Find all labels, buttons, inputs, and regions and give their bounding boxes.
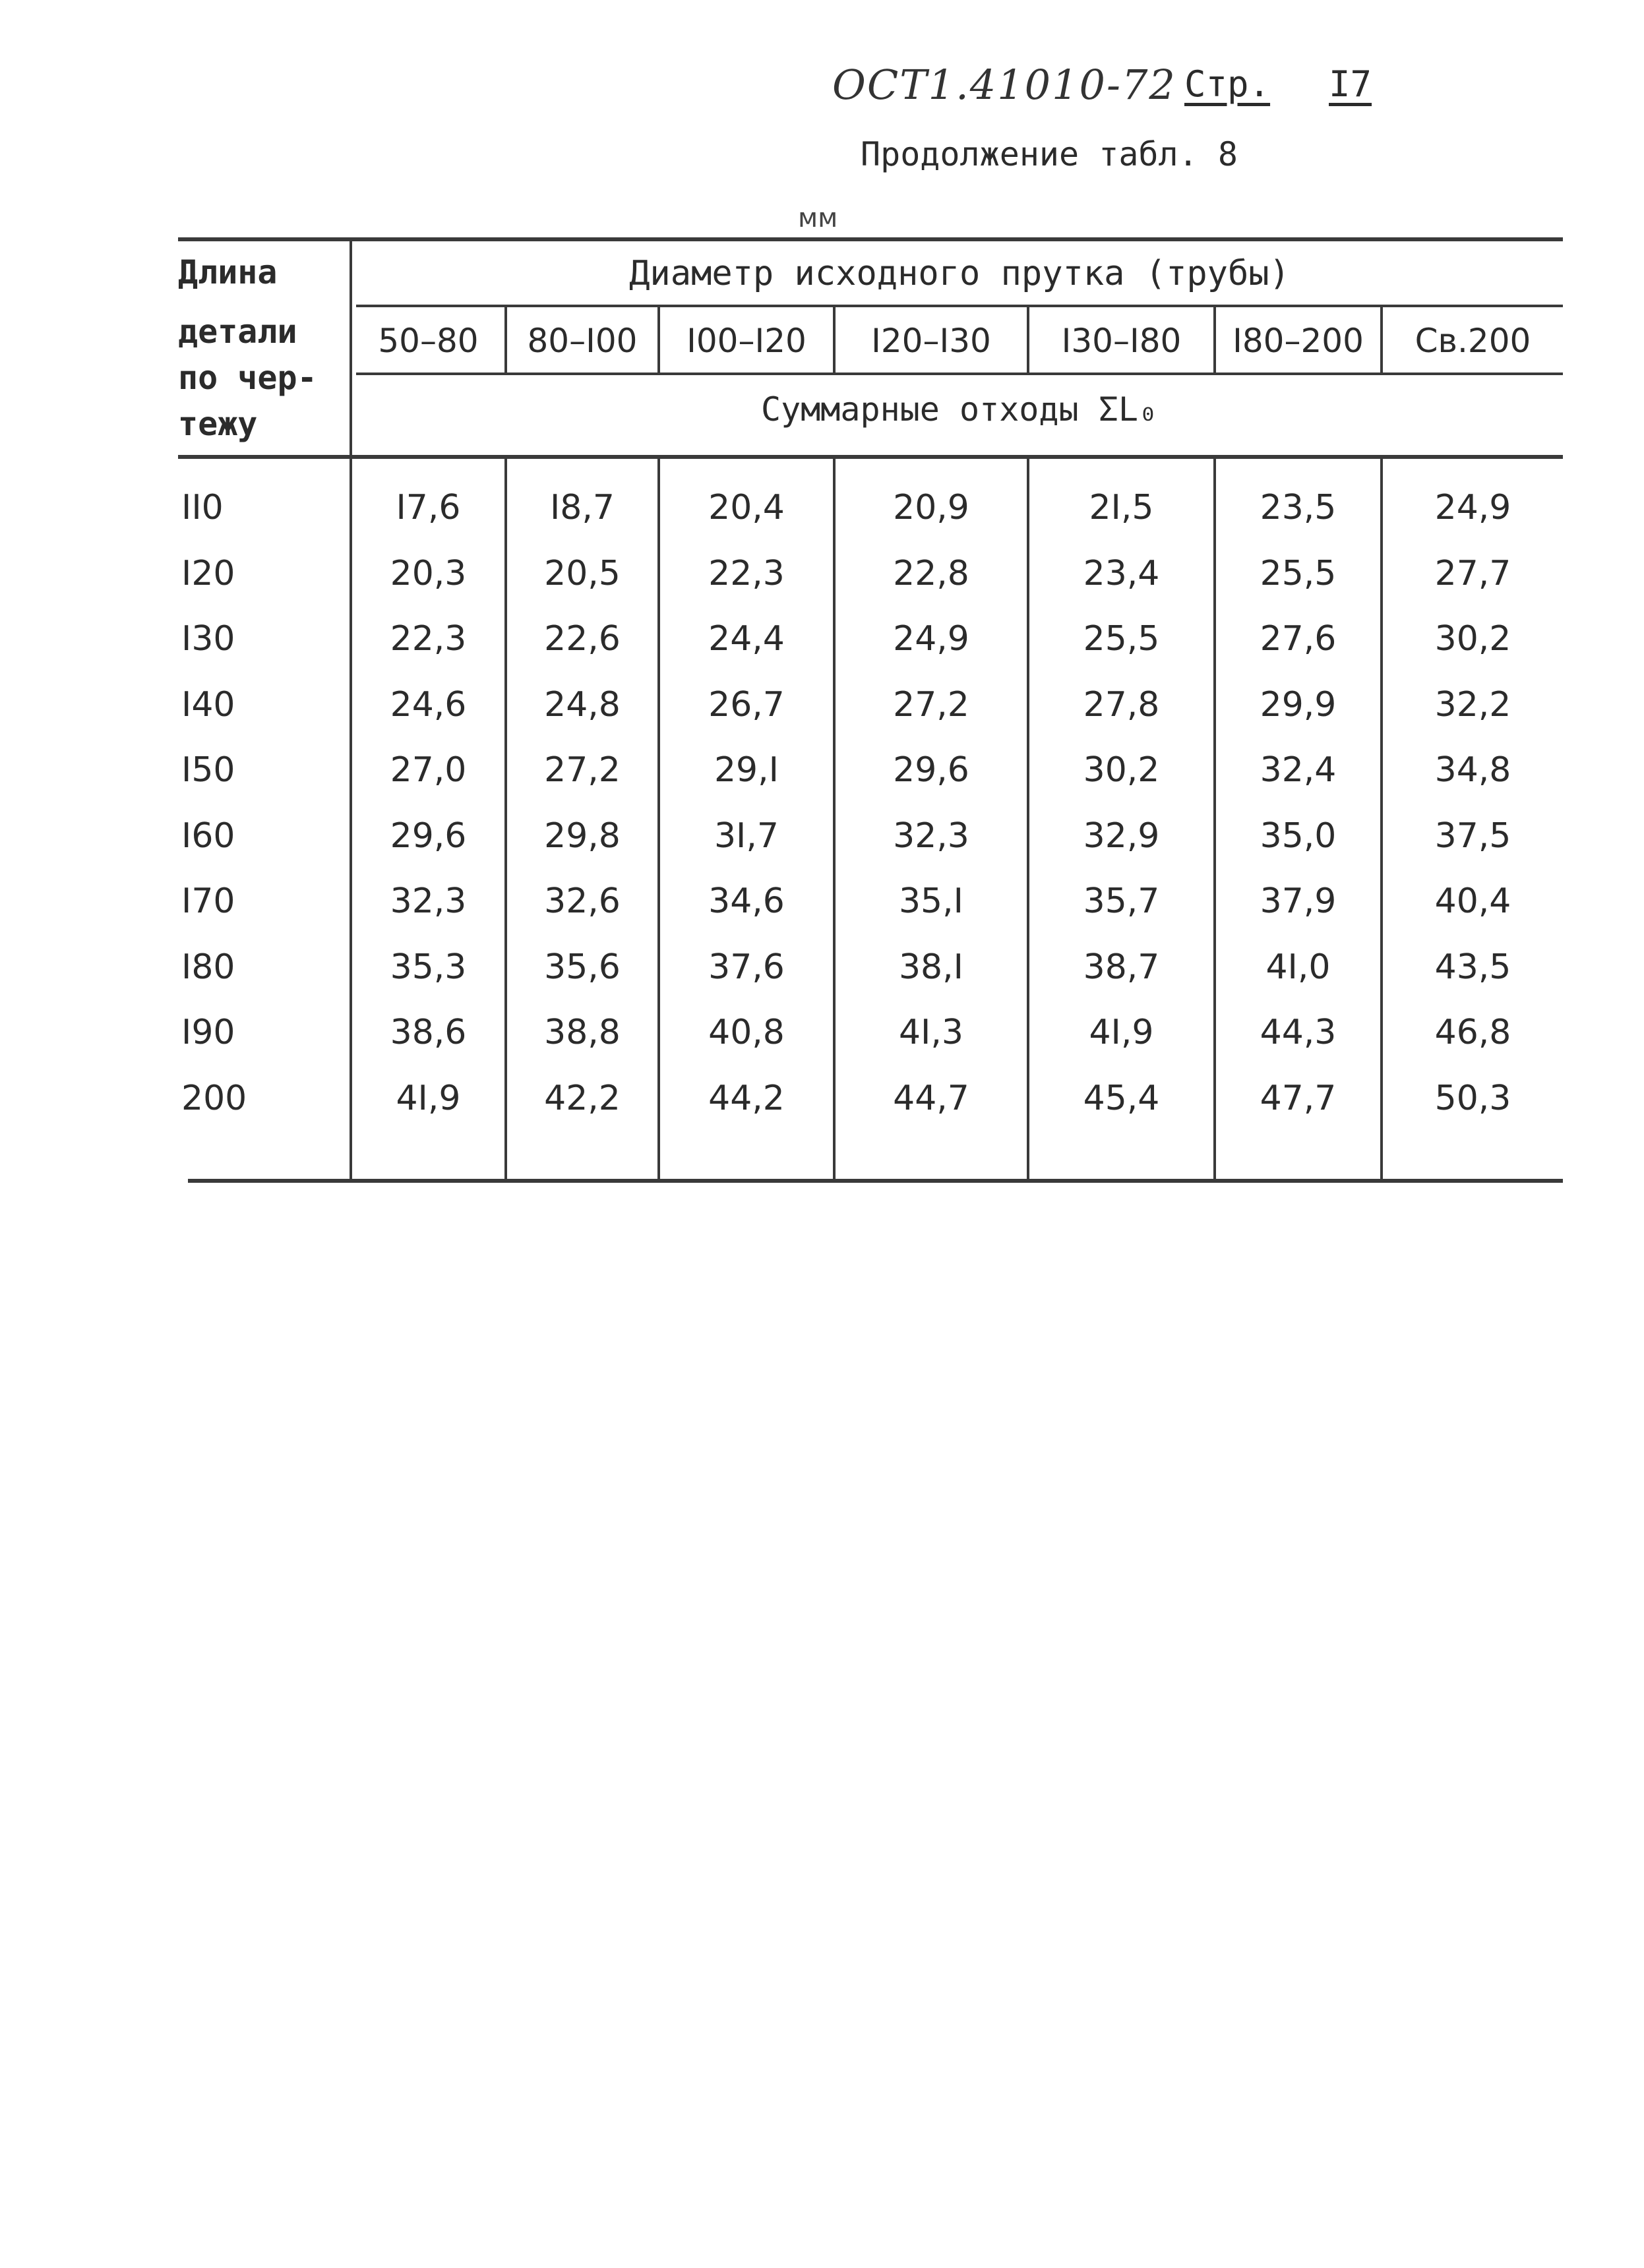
column-header: I30–I80 [1061,322,1182,360]
column-header: I80–200 [1233,322,1364,360]
table-cell: 32,6 [544,881,621,921]
table-cell: 46,8 [1434,1013,1511,1052]
table-cell: 34,8 [1434,750,1511,790]
table-cell: 38,8 [544,1013,621,1052]
column-header: Св.200 [1415,322,1531,360]
diameter-group-header: Диаметр исходного прутка (трубы) [629,254,1290,293]
row-length-label: II0 [181,488,224,527]
table-cell: 26,7 [708,685,785,725]
total-waste-subheader: Суммарные отходы ΣL₀ [760,390,1159,429]
table-cell: 38,6 [390,1013,467,1052]
table-cell: 20,5 [544,554,621,593]
table-cell: 25,5 [1260,554,1337,593]
table-cell: 2I,5 [1089,488,1154,527]
column-header: I00–I20 [686,322,807,360]
table-cell: 32,3 [390,881,467,921]
table-cell: 20,4 [708,488,785,527]
table-cell: 29,9 [1260,685,1337,725]
table-cell: 34,6 [708,881,785,921]
row-header-line: детали [178,313,297,351]
table-cell: 37,9 [1260,881,1337,921]
page-number: I7 [1329,63,1372,105]
table-bottom-rule [188,1179,1563,1183]
row-length-label: I90 [181,1013,235,1052]
table-cell: 4I,9 [396,1079,461,1118]
table-cell: 40,8 [708,1013,785,1052]
row-length-label: I30 [181,619,235,659]
table-continuation-caption: Продолжение табл. 8 [861,135,1238,173]
header-bottom-rule [178,455,1563,459]
table-cell: 25,5 [1083,619,1160,659]
row-header-line: Длина [178,253,278,291]
table-cell: 32,9 [1083,816,1160,856]
row-header-line: тежу [178,405,258,443]
table-cell: 27,0 [390,750,467,790]
table-cell: 20,3 [390,554,467,593]
table-cell: 29,6 [893,750,969,790]
table-cell: I7,6 [396,488,461,527]
table-cell: 40,4 [1434,881,1511,921]
table-cell: 4I,3 [898,1013,964,1052]
table-cell: 29,I [714,750,779,790]
table-cell: 32,2 [1434,685,1511,725]
table-cell: 50,3 [1434,1079,1511,1118]
table-top-rule [178,237,1563,241]
table-cell: 35,6 [544,947,621,987]
table-cell: 3I,7 [714,816,779,856]
table-cell: 23,5 [1260,488,1337,527]
table-cell: 35,7 [1083,881,1160,921]
table-cell: 38,7 [1083,947,1160,987]
table-cell: 22,3 [708,554,785,593]
page-label: Стр. [1184,63,1271,105]
table-cell: 27,6 [1260,619,1337,659]
table-cell: 22,6 [544,619,621,659]
table-cell: 27,2 [893,685,969,725]
table-cell: I8,7 [549,488,615,527]
column-header-rule [356,373,1563,375]
table-cell: 47,7 [1260,1079,1337,1118]
table-cell: 37,6 [708,947,785,987]
table-cell: 32,4 [1260,750,1337,790]
table-cell: 44,7 [893,1079,969,1118]
table-cell: 27,7 [1434,554,1511,593]
column-header: 80–I00 [527,322,638,360]
row-length-label: I70 [181,881,235,921]
column-header: I20–I30 [871,322,991,360]
table-cell: 42,2 [544,1079,621,1118]
table-cell: 4I,0 [1265,947,1331,987]
table-cell: 22,3 [390,619,467,659]
table-cell: 24,9 [893,619,969,659]
table-cell: 30,2 [1434,619,1511,659]
table-cell: 27,2 [544,750,621,790]
table-cell: 20,9 [893,488,969,527]
row-length-label: I40 [181,685,235,725]
row-length-label: I80 [181,947,235,987]
table-cell: 38,I [898,947,964,987]
table-cell: 4I,9 [1089,1013,1154,1052]
row-length-label: 200 [181,1079,247,1118]
table-cell: 24,6 [390,685,467,725]
table-cell: 22,8 [893,554,969,593]
table-cell: 30,2 [1083,750,1160,790]
table-cell: 43,5 [1434,947,1511,987]
table-cell: 35,I [898,881,964,921]
table-cell: 24,9 [1434,488,1511,527]
table-cell: 35,0 [1260,816,1337,856]
table-cell: 44,3 [1260,1013,1337,1052]
table-cell: 29,8 [544,816,621,856]
table-cell: 27,8 [1083,685,1160,725]
row-length-label: I60 [181,816,235,856]
row-header-line: по чер- [178,359,317,397]
row-length-label: I20 [181,554,235,593]
table-cell: 32,3 [893,816,969,856]
table-cell: 35,3 [390,947,467,987]
row-length-label: I50 [181,750,235,790]
unit-label: мм [798,203,838,233]
table-cell: 45,4 [1083,1079,1160,1118]
table-cell: 24,8 [544,685,621,725]
table-cell: 44,2 [708,1079,785,1118]
table-cell: 23,4 [1083,554,1160,593]
table-cell: 37,5 [1434,816,1511,856]
table-cell: 24,4 [708,619,785,659]
column-header: 50–80 [378,322,479,360]
document-code: ОСТ1.41010-72 [832,61,1176,109]
table-cell: 29,6 [390,816,467,856]
